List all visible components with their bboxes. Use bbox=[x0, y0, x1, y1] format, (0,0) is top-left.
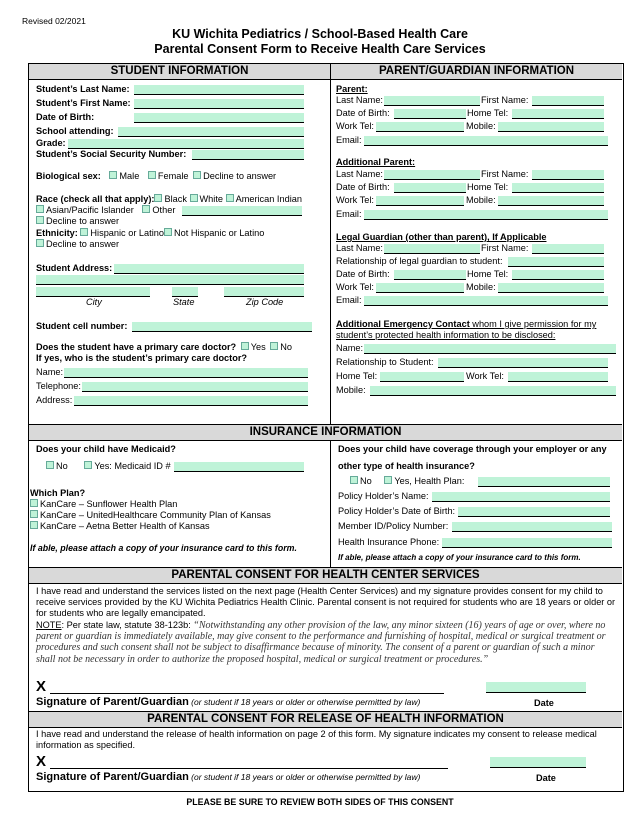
pcd-address-field[interactable] bbox=[74, 396, 308, 406]
emergency-relationship-label: Relationship to Student: bbox=[336, 357, 434, 367]
race-white-checkbox[interactable] bbox=[190, 194, 198, 202]
race-white-label: White bbox=[199, 194, 223, 204]
coverage-no-label: No bbox=[360, 476, 372, 486]
coverage-options bbox=[350, 476, 464, 487]
ethnicity-row bbox=[36, 228, 264, 239]
parent-work-tel-field[interactable] bbox=[376, 122, 464, 132]
race-decline-checkbox[interactable] bbox=[36, 216, 44, 224]
race-amind-label: American Indian bbox=[235, 194, 302, 204]
consent-signature-note: (or student if 18 years or older or otherwise permitted by law) bbox=[188, 697, 421, 707]
member-id-field[interactable] bbox=[452, 522, 612, 532]
emergency-mobile-label: Mobile: bbox=[336, 385, 366, 395]
state-law-note bbox=[36, 620, 616, 665]
guardian-mobile-field[interactable] bbox=[498, 283, 604, 293]
emergency-relationship-field[interactable] bbox=[438, 358, 608, 368]
emergency-name-label: Name: bbox=[336, 343, 364, 353]
consent-date-field[interactable] bbox=[486, 682, 586, 693]
pcd-question bbox=[36, 342, 292, 353]
release-header: PARENTAL CONSENT FOR RELEASE OF HEALTH INFORMATION bbox=[29, 712, 622, 728]
ssn-field[interactable] bbox=[192, 150, 304, 160]
consent-signature-line[interactable] bbox=[50, 693, 444, 694]
medicaid-id-field[interactable] bbox=[174, 462, 304, 472]
parent-title: Parent: bbox=[336, 84, 368, 94]
eth-not-hispanic-label: Not Hispanic or Latino bbox=[173, 228, 265, 238]
which-plan-label: Which Plan? bbox=[30, 488, 86, 498]
consent-header: PARENTAL CONSENT FOR HEALTH CENTER SERVICES bbox=[29, 568, 622, 584]
eth-hispanic-label: Hispanic or Latino bbox=[90, 228, 164, 238]
pcd-no-checkbox[interactable] bbox=[270, 342, 278, 350]
title-line-2: Parental Consent Form to Receive Health Care Services bbox=[154, 42, 486, 56]
medicaid-question: Does your child have Medicaid? bbox=[36, 444, 176, 454]
parent-mobile-field[interactable] bbox=[498, 122, 604, 132]
race-amind-checkbox[interactable] bbox=[226, 194, 234, 202]
sex-female-checkbox[interactable] bbox=[148, 171, 156, 179]
add-parent-dob-label: Date of Birth: bbox=[336, 182, 390, 192]
health-plan-field[interactable] bbox=[478, 477, 610, 487]
eth-hispanic-checkbox[interactable] bbox=[80, 228, 88, 236]
guardian-relationship-label: Relationship of legal guardian to student: bbox=[336, 256, 503, 266]
guardian-relationship-field[interactable] bbox=[508, 257, 604, 267]
add-parent-dob-field[interactable] bbox=[394, 183, 466, 193]
grade-field[interactable] bbox=[68, 139, 304, 149]
release-text: I have read and understand the release of health information on page 2 of this form. My signature indicates my consent to release medical information as specified. bbox=[36, 729, 597, 751]
plan3-label: KanCare – Aetna Better Health of Kansas bbox=[40, 521, 210, 531]
emergency-title-rest: whom I give permission for my bbox=[469, 319, 597, 329]
insurance-phone-label: Health Insurance Phone: bbox=[338, 537, 440, 547]
race-other-checkbox[interactable] bbox=[142, 205, 150, 213]
consent-date-label: Date bbox=[534, 698, 554, 708]
consent-signature-label-row bbox=[36, 696, 420, 709]
plan1-checkbox[interactable] bbox=[30, 499, 38, 507]
pcd-question-text: Does the student have a primary care doctor? bbox=[36, 342, 237, 352]
pcd-no-label: No bbox=[280, 342, 293, 352]
guardian-email-field[interactable] bbox=[364, 296, 608, 306]
insurance-divider bbox=[330, 441, 331, 567]
student-address-field[interactable] bbox=[114, 264, 304, 274]
coverage-no-checkbox[interactable] bbox=[350, 476, 358, 484]
emergency-work-tel-field[interactable] bbox=[508, 372, 608, 382]
medicaid-yes-label: Yes: Medicaid ID # bbox=[94, 461, 171, 471]
coverage-yes-checkbox[interactable] bbox=[384, 476, 392, 484]
pcd-telephone-label: Telephone: bbox=[36, 381, 81, 391]
student-address-line2[interactable] bbox=[36, 275, 304, 285]
coverage-question-1: Does your child have coverage through your employer or any bbox=[338, 444, 607, 454]
guardian-last-label: Last Name: bbox=[336, 243, 383, 253]
parent-last-name-field[interactable] bbox=[384, 96, 480, 106]
member-id-label: Member ID/Policy Number: bbox=[338, 521, 449, 531]
medicaid-no-label: No bbox=[56, 461, 68, 471]
ethnicity-label: Ethnicity: bbox=[36, 228, 78, 238]
state-caption: State bbox=[173, 297, 195, 307]
release-x-mark: X bbox=[36, 753, 47, 770]
parent-first-name-label: First Name: bbox=[481, 95, 529, 105]
city-field[interactable] bbox=[36, 287, 150, 297]
emergency-contact-title bbox=[336, 319, 596, 330]
biological-sex-row bbox=[36, 171, 276, 182]
eth-not-hispanic-checkbox[interactable] bbox=[164, 228, 172, 236]
guardian-dob-label: Date of Birth: bbox=[336, 269, 390, 279]
race-row-2 bbox=[36, 205, 175, 216]
cell-field[interactable] bbox=[132, 322, 312, 332]
pcd-telephone-field[interactable] bbox=[82, 382, 308, 392]
race-other-label: Other bbox=[152, 205, 176, 215]
add-parent-email-label: Email: bbox=[336, 209, 362, 219]
add-parent-mobile-label: Mobile: bbox=[466, 195, 496, 205]
parent-work-tel-label: Work Tel: bbox=[336, 121, 374, 131]
race-black-label: Black bbox=[164, 194, 187, 204]
sex-decline-checkbox[interactable] bbox=[193, 171, 201, 179]
eth-decline-checkbox[interactable] bbox=[36, 239, 44, 247]
sex-decline-label: Decline to answer bbox=[203, 171, 277, 181]
pcd-address-label: Address: bbox=[36, 395, 73, 405]
plan2-label: KanCare – UnitedHealthcare Community Plan of Kansas bbox=[40, 510, 271, 520]
consent-signature-label: Signature of Parent/Guardian bbox=[36, 696, 189, 708]
add-parent-home-tel-field[interactable] bbox=[512, 183, 604, 193]
release-signature-label-row bbox=[36, 771, 420, 784]
ssn-label: Student’s Social Security Number: bbox=[36, 149, 187, 159]
coverage-question-2: other type of health insurance? bbox=[338, 461, 475, 471]
emergency-home-tel-label: Home Tel: bbox=[336, 371, 378, 381]
parent-info-header: PARENT/GUARDIAN INFORMATION bbox=[331, 64, 622, 80]
cell-label: Student cell number: bbox=[36, 321, 128, 331]
eth-decline-label: Decline to answer bbox=[46, 239, 120, 249]
guardian-last-field[interactable] bbox=[384, 244, 480, 254]
student-info-header: STUDENT INFORMATION bbox=[29, 64, 330, 80]
student-first-name-label: Student’s First Name: bbox=[36, 98, 131, 108]
footer-note: PLEASE BE SURE TO REVIEW BOTH SIDES OF THIS CONSENT bbox=[186, 797, 454, 807]
coverage-yes-label: Yes, Health Plan: bbox=[394, 476, 465, 486]
insurance-phone-field[interactable] bbox=[442, 538, 612, 548]
plan-option-2 bbox=[30, 510, 271, 521]
guardian-email-label: Email: bbox=[336, 295, 362, 305]
student-first-name-field[interactable] bbox=[134, 99, 304, 109]
note-label: NOTE bbox=[36, 620, 62, 630]
top-divider bbox=[330, 64, 331, 425]
race-black-checkbox[interactable] bbox=[154, 194, 162, 202]
school-label: School attending: bbox=[36, 126, 114, 136]
holder-name-label: Policy Holder’s Name: bbox=[338, 491, 429, 501]
plan1-label: KanCare – Sunflower Health Plan bbox=[40, 499, 178, 509]
emergency-name-field[interactable] bbox=[364, 344, 616, 354]
parent-home-tel-field[interactable] bbox=[512, 109, 604, 119]
title-line-1: KU Wichita Pediatrics / School-Based Health Care bbox=[172, 27, 468, 41]
zip-field[interactable] bbox=[224, 287, 304, 297]
holder-name-field[interactable] bbox=[432, 492, 610, 502]
race-decline-label: Decline to answer bbox=[46, 216, 120, 226]
pcd-who-label: If yes, who is the student’s primary care doctor? bbox=[36, 353, 248, 363]
student-dob-label: Date of Birth: bbox=[36, 112, 95, 122]
medicaid-no-checkbox[interactable] bbox=[46, 461, 54, 469]
guardian-mobile-label: Mobile: bbox=[466, 282, 496, 292]
add-parent-mobile-field[interactable] bbox=[498, 196, 604, 206]
student-last-name-label: Student’s Last Name: bbox=[36, 84, 130, 94]
holder-dob-field[interactable] bbox=[458, 507, 610, 517]
add-parent-first-field[interactable] bbox=[532, 170, 604, 180]
student-last-name-field[interactable] bbox=[134, 85, 304, 95]
insurance-header: INSURANCE INFORMATION bbox=[29, 425, 622, 441]
sex-male-checkbox[interactable] bbox=[109, 171, 117, 179]
race-asian-checkbox[interactable] bbox=[36, 205, 44, 213]
guardian-work-tel-label: Work Tel: bbox=[336, 282, 374, 292]
release-date-label: Date bbox=[536, 773, 556, 783]
student-dob-field[interactable] bbox=[134, 113, 304, 123]
emergency-home-tel-field[interactable] bbox=[380, 372, 464, 382]
parent-home-tel-label: Home Tel: bbox=[467, 108, 509, 118]
sex-male-label: Male bbox=[119, 171, 140, 181]
plan2-checkbox[interactable] bbox=[30, 510, 38, 518]
attach-card-note-right: If able, please attach a copy of your insurance card to this form. bbox=[338, 553, 581, 562]
guardian-first-label: First Name: bbox=[481, 243, 529, 253]
release-signature-note: (or student if 18 years or older or otherwise permitted by law) bbox=[188, 772, 421, 782]
plan-option-3 bbox=[30, 521, 210, 532]
note-italic: “Notwithstanding any other provision of the law, any minor sixteen (16) years of age or over, where no parent or guardian is immediately available, may give consent to the performance and furnishing of hospital, medical or surgical treatment or procedures and such consent shall not be subject to disaffirmance because of minority. The consent of a parent or guardian of such a minor shall not be necessary in order to authorize the proposed hospital, medical or surgical treatment or procedures.” bbox=[36, 620, 606, 665]
add-parent-email-field[interactable] bbox=[364, 210, 608, 220]
school-field[interactable] bbox=[118, 127, 304, 137]
guardian-work-tel-field[interactable] bbox=[376, 283, 464, 293]
guardian-home-tel-label: Home Tel: bbox=[467, 269, 509, 279]
emergency-work-tel-label: Work Tel: bbox=[466, 371, 504, 381]
release-date-field[interactable] bbox=[490, 757, 586, 768]
race-label: Race (check all that apply): bbox=[36, 194, 155, 204]
guardian-dob-field[interactable] bbox=[394, 270, 466, 280]
note-plain: : Per state law, statute 38-123b: bbox=[61, 620, 194, 630]
revised-date: Revised 02/2021 bbox=[22, 16, 86, 26]
race-other-field[interactable] bbox=[182, 206, 302, 216]
state-field[interactable] bbox=[172, 287, 198, 297]
consent-text: I have read and understand the services listed on the next page (Health Center Services) and my signature provides consent for my child to receive services provided by the KU Wichita Pediatrics Health Clinic. Parental consent is not required for students who are 18 years or older or for students who are legally emancipated. bbox=[36, 586, 616, 619]
guardian-first-field[interactable] bbox=[532, 244, 604, 254]
add-parent-last-label: Last Name: bbox=[336, 169, 383, 179]
plan-option-1 bbox=[30, 499, 177, 510]
medicaid-options bbox=[46, 461, 171, 472]
parent-mobile-label: Mobile: bbox=[466, 121, 496, 131]
emergency-title-line2: student’s protected health information to be disclosed: bbox=[336, 330, 556, 340]
parent-dob-label: Date of Birth: bbox=[336, 108, 390, 118]
ethnicity-row-2 bbox=[36, 239, 119, 250]
add-parent-work-tel-field[interactable] bbox=[376, 196, 464, 206]
add-parent-work-tel-label: Work Tel: bbox=[336, 195, 374, 205]
pcd-yes-label: Yes bbox=[250, 342, 266, 352]
zip-caption: Zip Code bbox=[246, 297, 284, 307]
race-row-3 bbox=[36, 216, 119, 227]
release-signature-label: Signature of Parent/Guardian bbox=[36, 771, 189, 783]
add-parent-last-field[interactable] bbox=[384, 170, 480, 180]
city-caption: City bbox=[86, 297, 102, 307]
additional-parent-title: Additional Parent: bbox=[336, 157, 416, 167]
plan3-checkbox[interactable] bbox=[30, 521, 38, 529]
attach-card-note-left: If able, please attach a copy of your insurance card to this form. bbox=[30, 543, 297, 553]
emergency-title-bold: Additional Emergency Contact bbox=[336, 319, 470, 329]
release-signature-line[interactable] bbox=[50, 768, 448, 769]
race-asian-label: Asian/Pacific Islander bbox=[46, 205, 134, 215]
add-parent-home-tel-label: Home Tel: bbox=[467, 182, 509, 192]
pcd-name-label: Name: bbox=[36, 367, 64, 377]
parent-email-label: Email: bbox=[336, 135, 362, 145]
pcd-name-field[interactable] bbox=[64, 368, 308, 378]
parent-first-name-field[interactable] bbox=[532, 96, 604, 106]
parent-email-field[interactable] bbox=[364, 136, 608, 146]
add-parent-first-label: First Name: bbox=[481, 169, 529, 179]
parent-last-name-label: Last Name: bbox=[336, 95, 383, 105]
grade-label: Grade: bbox=[36, 138, 66, 148]
guardian-home-tel-field[interactable] bbox=[512, 270, 604, 280]
holder-dob-label: Policy Holder’s Date of Birth: bbox=[338, 506, 456, 516]
parent-dob-field[interactable] bbox=[394, 109, 466, 119]
legal-guardian-title: Legal Guardian (other than parent), If Applicable bbox=[336, 232, 547, 242]
pcd-yes-checkbox[interactable] bbox=[241, 342, 249, 350]
emergency-mobile-field[interactable] bbox=[370, 386, 616, 396]
consent-x-mark: X bbox=[36, 678, 47, 695]
sex-female-label: Female bbox=[157, 171, 189, 181]
race-row bbox=[36, 194, 302, 205]
medicaid-yes-checkbox[interactable] bbox=[84, 461, 92, 469]
sex-label: Biological sex: bbox=[36, 171, 101, 181]
student-address-label: Student Address: bbox=[36, 263, 113, 273]
